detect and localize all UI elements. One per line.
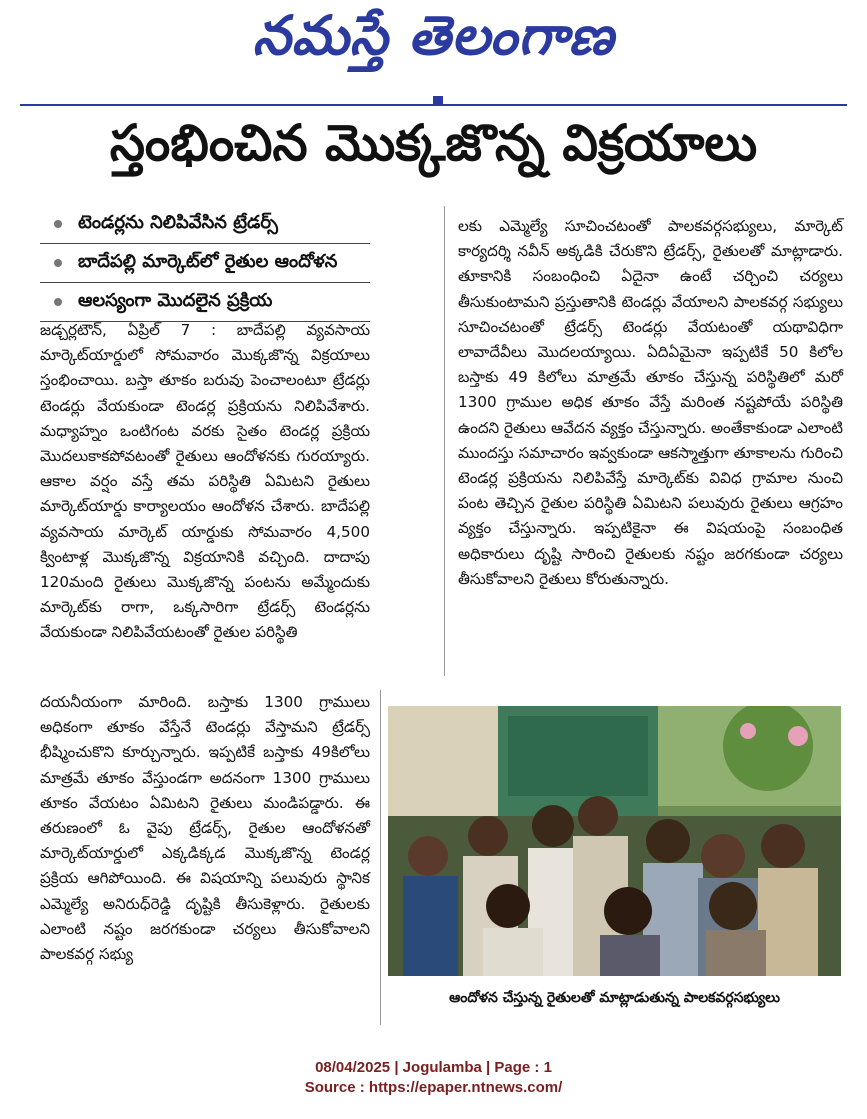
bullet-dot-icon bbox=[54, 220, 62, 228]
bullet-dot-icon bbox=[54, 259, 62, 267]
article-text: లకు ఎమ్మెల్యే సూచించటంతో పాలకవర్గసభ్యులు, మార్కెట్ కార్యదర్శి నవీన్ అక్కడికి చేరుకొని ట్రేడర్స్, రైతులతో మాట్లాడారు. తూకానికి సంబంధించి ఏదైనా ఉంటే చర్చించి చర్యలు తీసుకుంటామని ప్రస్తుతానికి టెండర్లు వేయాలని పాలకవర్గ సభ్యులు సూచించటంతో ట్రేడర్స్ టెండర్లు వేయటంతో యథావిధిగా లావాదేవీలు మొదలయ్యాయి. ఏదిఏమైనా ఇప్పటికే 50 కిలోల బస్తాకు 49 కిలోలు మాత్రమే తూకం చేస్తున్న పరిస్థితిలో మరో 1300 గ్రాముల అధిక తూకం వేస్తే మరింత నష్టపోయే పరిస్థితి ఉందని రైతులు ఆవేదన వ్యక్తం చేస్తున్నారు. అంతేకాకుండా ఎలాంటి ముందస్తు సమాచారం ఇవ్వకుండా ఆకస్మాత్తుగా తూకాలను గురించి టెండర్ల ప్రక్రియను నిలిపివేస్తే మార్కెట్‌కు వివిధ గ్రామాల నుంచి పంట తెచ్చిన రైతుల పరిస్థితి ఏమిటని పలువురు రైతులు ఆగ్రహం వ్యక్తం చేస్తున్నారు. ఇప్పటికైనా ఈ విషయంపై సంబంధిత అధికారులు దృష్టి సారించి రైతులకు నష్టం జరగకుండా చర్యలు తీసుకోవాలని రైతులు కోరుతున్నారు. bbox=[458, 217, 843, 588]
masthead-rule bbox=[20, 104, 847, 106]
newspaper-logo: నమస్తే తెలంగాణ bbox=[252, 4, 615, 67]
column-divider bbox=[380, 690, 381, 1025]
article-text: దయనీయంగా మారింది. బస్తాకు 1300 గ్రాములు అధికంగా తూకం వేస్తేనే టెండర్లు వేస్తామని ట్రేడర్స్ భీష్మించుకొని కూర్చున్నారు. ఇప్పటికే బస్తాకు 49కిలోలు మాత్రమే తూకం వేస్తుండగా అదనంగా 1300 గ్రాములు తూకం వేయటం ఏమిటని రైతులు మండిపడ్డారు. ఈ తరుణంలో ఓ వైపు ట్రేడర్స్, రైతుల ఆందోళనతో మార్కెట్‌యార్డులో ఎక్కడిక్కడ మొక్కజొన్న టెండర్ల ప్రక్రియ ఆగిపోయింది. ఈ విషయాన్ని పలువురు స్థానిక ఎమ్మెల్యే అనిరుధ్‌రెడ్డి దృష్టికి తీసుకెళ్లారు. రైతులకు ఎలాంటి నష్టం జరగకుండా చర్యలు తీసుకోవాలని పాలకవర్గ సభ్యు bbox=[40, 693, 370, 964]
bullet-dot-icon bbox=[54, 298, 62, 306]
bullet-text: బాదేపల్లి మార్కెట్‌లో రైతుల ఆందోళన bbox=[78, 250, 338, 272]
bullet-item bbox=[40, 205, 370, 244]
photo-caption: ఆందోళన చేస్తున్న రైతులతో మాట్లాడుతున్న పాలకవర్గసభ్యులు bbox=[449, 990, 780, 1006]
article-column-right bbox=[458, 214, 843, 592]
column-divider bbox=[444, 206, 445, 676]
article-column-left-bottom bbox=[40, 690, 370, 967]
footer-edition-info: 08/04/2025 | Jogulamba | Page : 1 bbox=[315, 1059, 552, 1076]
bullet-text: ఆలస్యంగా మొదలైన ప్రక్రియ bbox=[78, 289, 273, 311]
page-footer bbox=[0, 1058, 867, 1098]
footer-source: Source : https://epaper.ntnews.com/ bbox=[304, 1079, 563, 1096]
article-text: జడ్చర్లటౌన్, ఏప్రిల్ 7 : బాదేపల్లి వ్యవసాయ మార్కెట్‌యార్డులో సోమవారం మొక్కజొన్న విక్రయాలు స్తంభించాయి. బస్తా తూకం బరువు పెంచాలంటూ ట్రేడర్లు టెండర్లు వేయకుండా టెండర్ల ప్రక్రియను నిలిపివేశారు. మధ్యాహ్నం ఒంటిగంట వరకు సైతం టెండర్ల ప్రక్రియ మొదలుకాకపోవటంతో రైతులు ఆందోళనకు గురయ్యారు. ఆకాల వర్షం వస్తే తమ పరిస్థితి ఏమిటని రైతులు మార్కెట్‌యార్డు కార్యాలయం ఆందోళన చేశారు. బాదేపల్లి వ్యవసాయ మార్కెట్ యార్డుకు సోమవారం 4,500 క్వింటాళ్ల మొక్కజొన్న విక్రయానికి వచ్చింది. దాదాపు 120మంది రైతులు మొక్కజొన్న పంటను అమ్మేందుకు మార్కెట్‌కు రాగా, ఒక్కసారిగా ట్రేడర్స్ టెండర్లను వేయకుండా నిలిపివేయటంతో రైతుల పరిస్థితి bbox=[40, 321, 370, 642]
article-column-left-top bbox=[40, 318, 370, 646]
bullet-item bbox=[40, 244, 370, 283]
headline: స్తంభించిన మొక్కజొన్న విక్రయాలు bbox=[109, 114, 758, 172]
photo-illustration bbox=[388, 706, 841, 976]
bullet-item bbox=[40, 283, 370, 322]
bullet-text: టెండర్లను నిలిపివేసిన ట్రేడర్స్ bbox=[78, 211, 278, 233]
masthead bbox=[0, 0, 867, 92]
bullet-list bbox=[40, 205, 370, 322]
news-photo bbox=[388, 706, 841, 976]
